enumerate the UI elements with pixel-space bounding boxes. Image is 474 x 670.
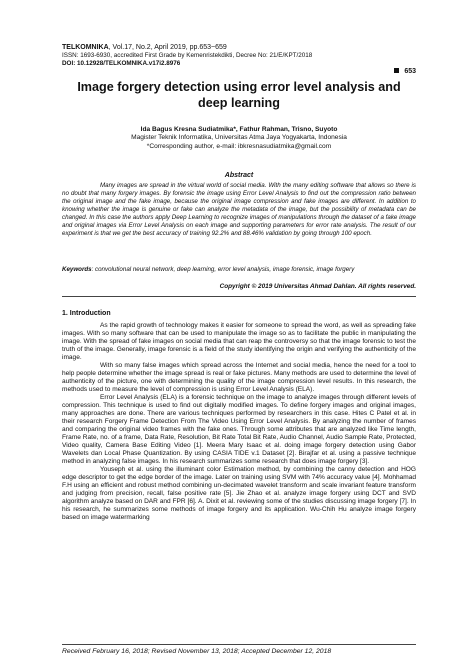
section-divider [62, 296, 416, 297]
copyright-notice: Copyright © 2019 Universitas Ahmad Dahlan. All rights reserved. [219, 283, 416, 290]
author-affiliation: Magister Teknik Informatika, Universitas Atma Jaya Yogyakarta, Indonesia [131, 134, 347, 142]
keywords-text: : convolutional neural network, deep learning, error level analysis, image forensic, image forgery [91, 266, 355, 273]
author-names: Ida Bagus Kresna Sudiatmika*, Fathur Rahman, Trisno, Suyoto [140, 126, 338, 133]
issn-line: ISSN: 1693-6930, accredited First Grade by Kemenristekdikti, Decree No: 21/E/KPT/2018 [62, 52, 313, 60]
paragraph: Youseph et al. using the illuminant color Estimation method, by combining the canny detection and HOG edge descriptor to get the edge border of the image. Later on training using SVM with 74% accuracy value [4]. Mohhamad F.H using an efficient and robust method combining un-decimated wavelet transform and scale invariant feature transform and judging from precision, recall, false positive rate [5]. Jie Zhao et al. analyze image forgery using DCT and SVD algorithm analyze based on DAR and FPR [6]. A. Dixit et al. reviewing some of the studies discussing image forgery [7]. In his research, he summarizes some methods of image forgery and its application. Wu-Chih Hu analyze image forgery based on image watermarking [62, 466, 416, 522]
journal-volume: , Vol.17, No.2, April 2019, pp.653~659 [108, 44, 227, 51]
journal-header [62, 44, 416, 75]
introduction-body [62, 322, 416, 522]
keywords-label: Keywords [62, 266, 92, 273]
footer-divider [62, 644, 416, 645]
corresponding-author: *Corresponding author, e-mail: ibkresnasudiatmika@gmail.com [146, 142, 332, 150]
abstract-heading: Abstract [224, 172, 254, 179]
doi-line: DOI: 10.12928/TELKOMNIKA.v17i2.8976 [62, 60, 181, 68]
page-number [394, 68, 416, 76]
section-heading: 1. Introduction [62, 310, 111, 317]
paragraph: As the rapid growth of technology makes it easier for someone to spread the word, as well as spreading fake images. With so many software that can be used to manipulate the image so as to facilitate the public in manipulating the image. With the spread of fake images on social media that can reap the controversy so that the image forensic to test the truth of the image. Generally, image forensic is a field of the study identifying the origin and verifying the authenticity of the image. [62, 322, 416, 362]
abstract-text: Many images are spread in the virtual world of social media. With the many editing software that allows so there is no doubt that many forgery images. By forensic the image using Error Level Analysis to find out the compression ratio between the original image and the fake image, because the original image compression and fake images are different. In addition to knowing whether the image is genuine or fake can analyze the metadata of the image, but the possibility of metadata can be changed. In this case the authors apply Deep Learning to recognize images of manipulations through the dataset of a fake image and original images via Error Level Analysis on each image and supporting parameters for error rate analysis. The result of our experiment is that we get the best accuracy of training 92.2% and 88.46% validation by going through 100 epoch. [62, 182, 416, 238]
page-number-value: 653 [404, 68, 416, 75]
journal-name: TELKOMNIKA [62, 44, 109, 51]
paragraph: Error Level Analysis (ELA) is a forensic technique on the image to analyze images through different levels of compression. This technique is used to find out digitally modified images. To define forgery images and original images, many approaches are done. There are various techniques performed by researchers in this case. Hites C Patel et al. in their research Forgery Frame Detection From The Video Using Error Level Analysis. By analyzing the number of frames and comparing the original video frames with the fake ones. Through some attributes that are analyzed like Time length, Frame Rate, no. of a frame, Data Rate, Resolution, Bit Rate Total Bit Rate, Audio Channel, Audio Sample Rate, Protected, Video quality, Camera Base Editing Video [1]. Meera Mary Isaac et al. doing image forgery detection using Gabor Wavelets dan Local Phase Quantization. By using CASIA TIDE v.1 Dataset [2]. Birajfar et al. using a passive technique method in analyzing false images. In his research summarizes some research that does image forgery [3]. [62, 394, 416, 466]
paper-title: Image forgery detection using error level analysis and deep learning [77, 80, 401, 110]
paragraph: With so many false images which spread across the Internet and social media, hence the need for a tool to help people determine whether the image spread is real or fake pictures. Many methods are used to determine the level of authenticity of the picture, one with determining the quality of the image compression level results. In this research, the methods used to measure the level of compression is using Error Level Analysis (ELA). [62, 362, 416, 394]
received-dates: Received February 16, 2018; Revised November 13, 2018; Accepted December 12, 2018 [62, 648, 332, 655]
journal-line [62, 44, 416, 52]
keywords [62, 266, 416, 274]
author-block [62, 126, 416, 151]
square-bullet-icon [394, 68, 399, 73]
